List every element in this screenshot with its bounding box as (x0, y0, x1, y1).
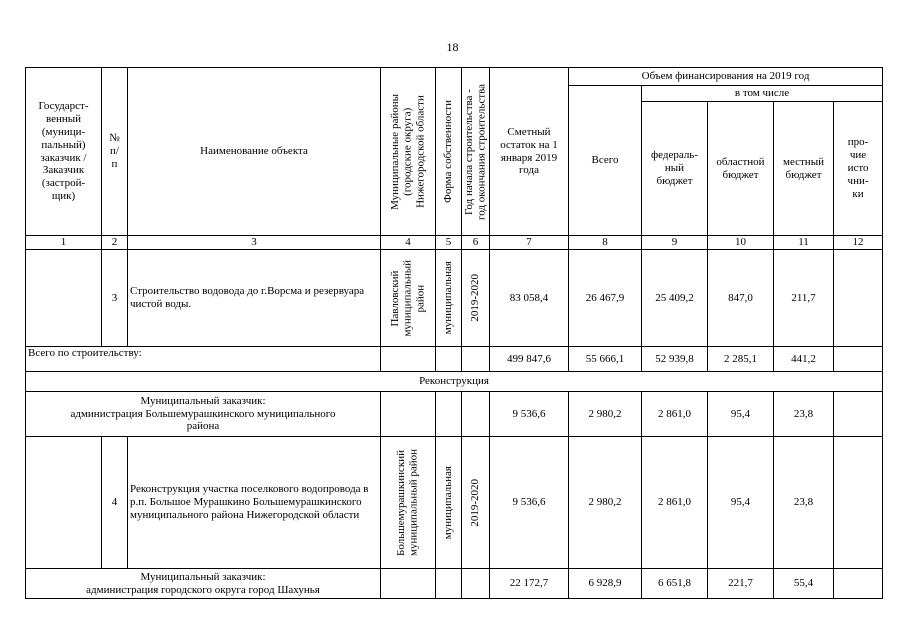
section-title: Реконструкция (26, 372, 883, 392)
header-ownership-text: Форма собственности (442, 100, 455, 203)
column-number: 5 (436, 236, 462, 250)
cell-federal: 6 651,8 (642, 569, 708, 599)
cell-federal: 52 939,8 (642, 347, 708, 372)
cell-customer-label: Муниципальный заказчик: администрация Большемурашкинского муниципального района (26, 392, 381, 437)
header-districts (381, 68, 436, 236)
column-number: 6 (462, 236, 490, 250)
cell-regional: 221,7 (708, 569, 774, 599)
column-number: 9 (642, 236, 708, 250)
page-number: 18 (446, 40, 459, 54)
header-funding-total: Объем финансирования на 2019 год (569, 68, 883, 86)
cell-years (462, 250, 490, 347)
header-years (462, 68, 490, 236)
cell-empty (462, 569, 490, 599)
cell-estimate: 83 058,4 (490, 250, 569, 347)
table-row-total (26, 347, 883, 372)
cell-empty (436, 569, 462, 599)
cell-years-text: 2019-2020 (469, 274, 482, 322)
header-customer: Государст- венный (муници- пальный) заказчик / Заказчик (застрой- щик) (26, 68, 102, 236)
cell-local: 441,2 (774, 347, 834, 372)
cell-district (381, 250, 436, 347)
cell-number: 3 (102, 250, 128, 347)
header-other: про- чие исто чни- ки (834, 102, 883, 236)
cell-regional: 95,4 (708, 392, 774, 437)
cell-total: 6 928,9 (569, 569, 642, 599)
header-number: № п/ п (102, 68, 128, 236)
cell-estimate: 9 536,6 (490, 392, 569, 437)
header-estimate: Сметный остаток на 1 января 2019 года (490, 68, 569, 236)
cell-ownership-text: муниципальная (442, 261, 455, 335)
cell-object-name: Реконструкция участка поселкового водопровода в р.п. Большое Мурашкино Большемурашкинского муниципального района Нижегородской области (128, 437, 381, 569)
cell-empty (381, 569, 436, 599)
cell-empty (381, 347, 436, 372)
cell-ownership (436, 437, 462, 569)
header-ownership (436, 68, 462, 236)
column-number: 7 (490, 236, 569, 250)
cell-district-text: Большемурашкинский муниципальный район (395, 449, 420, 556)
cell-empty (462, 392, 490, 437)
cell-federal: 25 409,2 (642, 250, 708, 347)
cell-regional: 95,4 (708, 437, 774, 569)
cell-customer-empty (26, 250, 102, 347)
column-number: 8 (569, 236, 642, 250)
table-row-customer (26, 392, 883, 437)
column-number: 12 (834, 236, 883, 250)
cell-local: 23,8 (774, 392, 834, 437)
cell-other (834, 569, 883, 599)
cell-ownership (436, 250, 462, 347)
header-object-name: Наименование объекта (128, 68, 381, 236)
cell-total-label: Всего по строительству: (26, 347, 381, 372)
cell-years (462, 437, 490, 569)
cell-empty (462, 347, 490, 372)
table-row-customer (26, 569, 883, 599)
cell-ownership-text: муниципальная (442, 465, 455, 540)
cell-number: 4 (102, 437, 128, 569)
cell-customer-empty (26, 437, 102, 569)
cell-district-text: Павловский муниципальный район (389, 259, 427, 337)
cell-local: 211,7 (774, 250, 834, 347)
cell-local: 23,8 (774, 437, 834, 569)
table-row (26, 250, 883, 347)
cell-customer-label: Муниципальный заказчик: администрация городского округа город Шахунья (26, 569, 381, 599)
cell-regional: 847,0 (708, 250, 774, 347)
cell-years-text: 2019-2020 (469, 478, 482, 527)
cell-local: 55,4 (774, 569, 834, 599)
column-numbers-row (26, 236, 883, 250)
cell-other (834, 392, 883, 437)
cell-district (381, 437, 436, 569)
cell-other (834, 250, 883, 347)
cell-federal: 2 861,0 (642, 437, 708, 569)
column-number: 2 (102, 236, 128, 250)
column-number: 1 (26, 236, 102, 250)
cell-object-name: Строительство водовода до г.Ворсма и резервуара чистой воды. (128, 250, 381, 347)
column-number: 3 (128, 236, 381, 250)
column-number: 11 (774, 236, 834, 250)
cell-other (834, 437, 883, 569)
cell-total: 55 666,1 (569, 347, 642, 372)
cell-regional: 2 285,1 (708, 347, 774, 372)
header-including: в том числе (642, 86, 883, 102)
table-row (26, 437, 883, 569)
column-number: 4 (381, 236, 436, 250)
cell-other (834, 347, 883, 372)
financing-table (25, 67, 883, 599)
cell-total: 26 467,9 (569, 250, 642, 347)
cell-estimate: 22 172,7 (490, 569, 569, 599)
cell-total: 2 980,2 (569, 437, 642, 569)
cell-empty (381, 392, 436, 437)
header-total: Всего (569, 86, 642, 236)
header-years-text: Год начала строительства - год окончания строительства (462, 83, 488, 220)
cell-empty (436, 392, 462, 437)
section-row (26, 372, 883, 392)
cell-empty (436, 347, 462, 372)
header-federal: федераль- ный бюджет (642, 102, 708, 236)
cell-estimate: 9 536,6 (490, 437, 569, 569)
cell-estimate: 499 847,6 (490, 347, 569, 372)
cell-federal: 2 861,0 (642, 392, 708, 437)
cell-total: 2 980,2 (569, 392, 642, 437)
column-number: 10 (708, 236, 774, 250)
header-regional: областной бюджет (708, 102, 774, 236)
header-districts-text: Муниципальные районы (городские округа) Нижегородской области (389, 93, 427, 210)
header-local: местный бюджет (774, 102, 834, 236)
